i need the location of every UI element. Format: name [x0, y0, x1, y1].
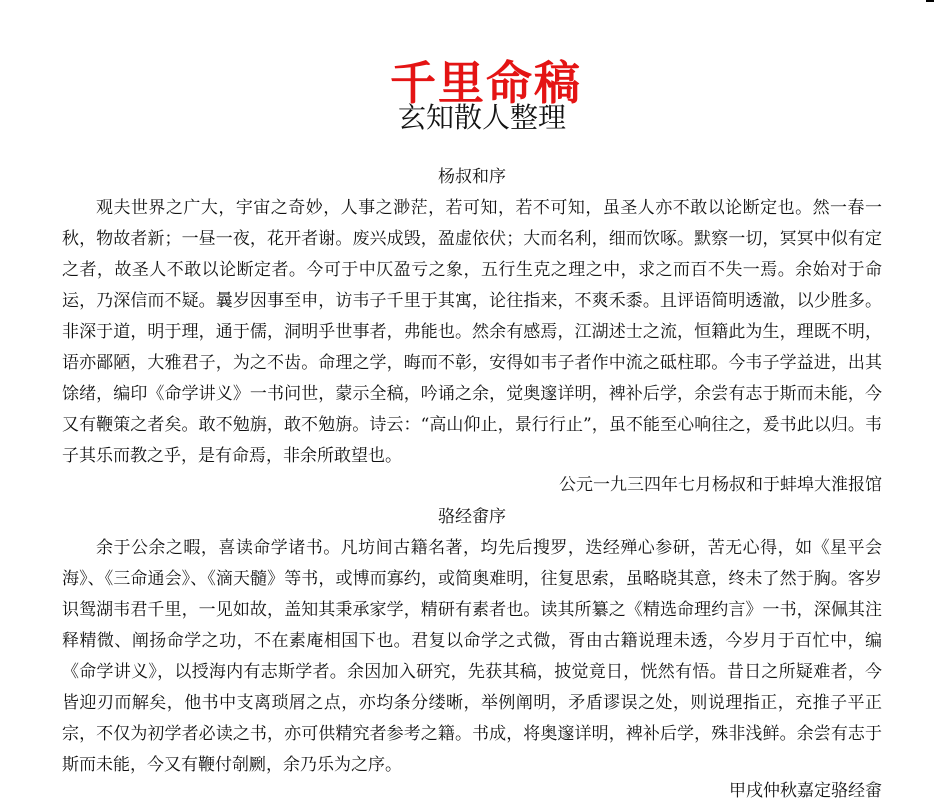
document-title: 千里命稿	[390, 55, 582, 110]
document-subtitle: 玄知散人整理	[397, 101, 566, 134]
preface-body-luo: 余于公余之暇，喜读命学诸书。凡坊间古籍名著，均先后搜罗，迭经殚心参研，苦无心得，如《星平会海》、《三命通会》、《滴天髓》等书，或博而寡约，或简奥难明，往复思索，虽略晓其意，终未了然于胸。客岁识鸳湖韦君千里，一见如故，盖知其秉承家学，精研有素者也。读其所纂之《精选命理约言》一书，深佩其注释精微、阐扬命学之功，不在素庵相国下也。君复以命学之式微，胥由古籍说理未透，今岁月于百忙中，编《命学讲义》，以授海内有志斯学者。余因加入研究，先获其稿，披觉竟日，恍然有悟。昔日之所疑难者，今皆迎刃而解矣，他书中支离琐屑之点，亦均条分缕晰，举例阐明，矛盾谬误之处，则说理指正，充推子平正宗，不仅为初学者必读之书，亦可供精究者参考之籍。书成，将奥邃详明，裨补后学，殊非浅鲜。余尝有志于斯而未能，今又有鞭付剞劂，余乃乐为之序。	[62, 538, 882, 775]
preface-heading-yang: 杨叔和序	[438, 167, 506, 187]
preface-heading-luo: 骆经畬序	[438, 507, 506, 527]
preface-signature-luo: 甲戌仲秋嘉定骆经畲	[729, 781, 882, 801]
preface-signature-yang: 公元一九三四年七月杨叔和于蚌埠大淮报馆	[559, 475, 882, 495]
corner-mark	[926, 0, 934, 2]
preface-body-yang: 观夫世界之广大，宇宙之奇妙，人事之渺茫，若可知，若不可知，虽圣人亦不敢以论断定也。然一春一秋，物故者新；一昼一夜，花开者谢。废兴成毁，盈虚依伏；大而名利，细而饮啄。默察一切，冥冥中似有定之者，故圣人不敢以论断定者。今可于中仄盈亏之象，五行生克之理之中，求之而百不失一焉。余始对于命运，乃深信而不疑。曩岁因事至申，访韦子千里于其寓，论往指来，不爽禾黍。且评语简明透澈，以少胜多。非深于道，明于理，通于儒，洞明乎世事者，弗能也。然余有感焉，江湖述士之流，恒籍此为生，理既不明，语亦鄙陋，大雅君子，为之不齿。命理之学，晦而不彰，安得如韦子者作中流之砥柱耶。今韦子学益进，出其馀绪，编印《命学讲义》一书问世，蒙示全稿，吟诵之余，觉奥邃详明，裨补后学，余尝有志于斯而未能，今又有鞭策之者矣。敢不勉旃，敢不勉旃。诗云：“高山仰止，景行行止”，虽不能至心响往之，爰书此以归。韦子其乐而教之乎，是有命焉，非余所敢望也。	[62, 198, 882, 466]
